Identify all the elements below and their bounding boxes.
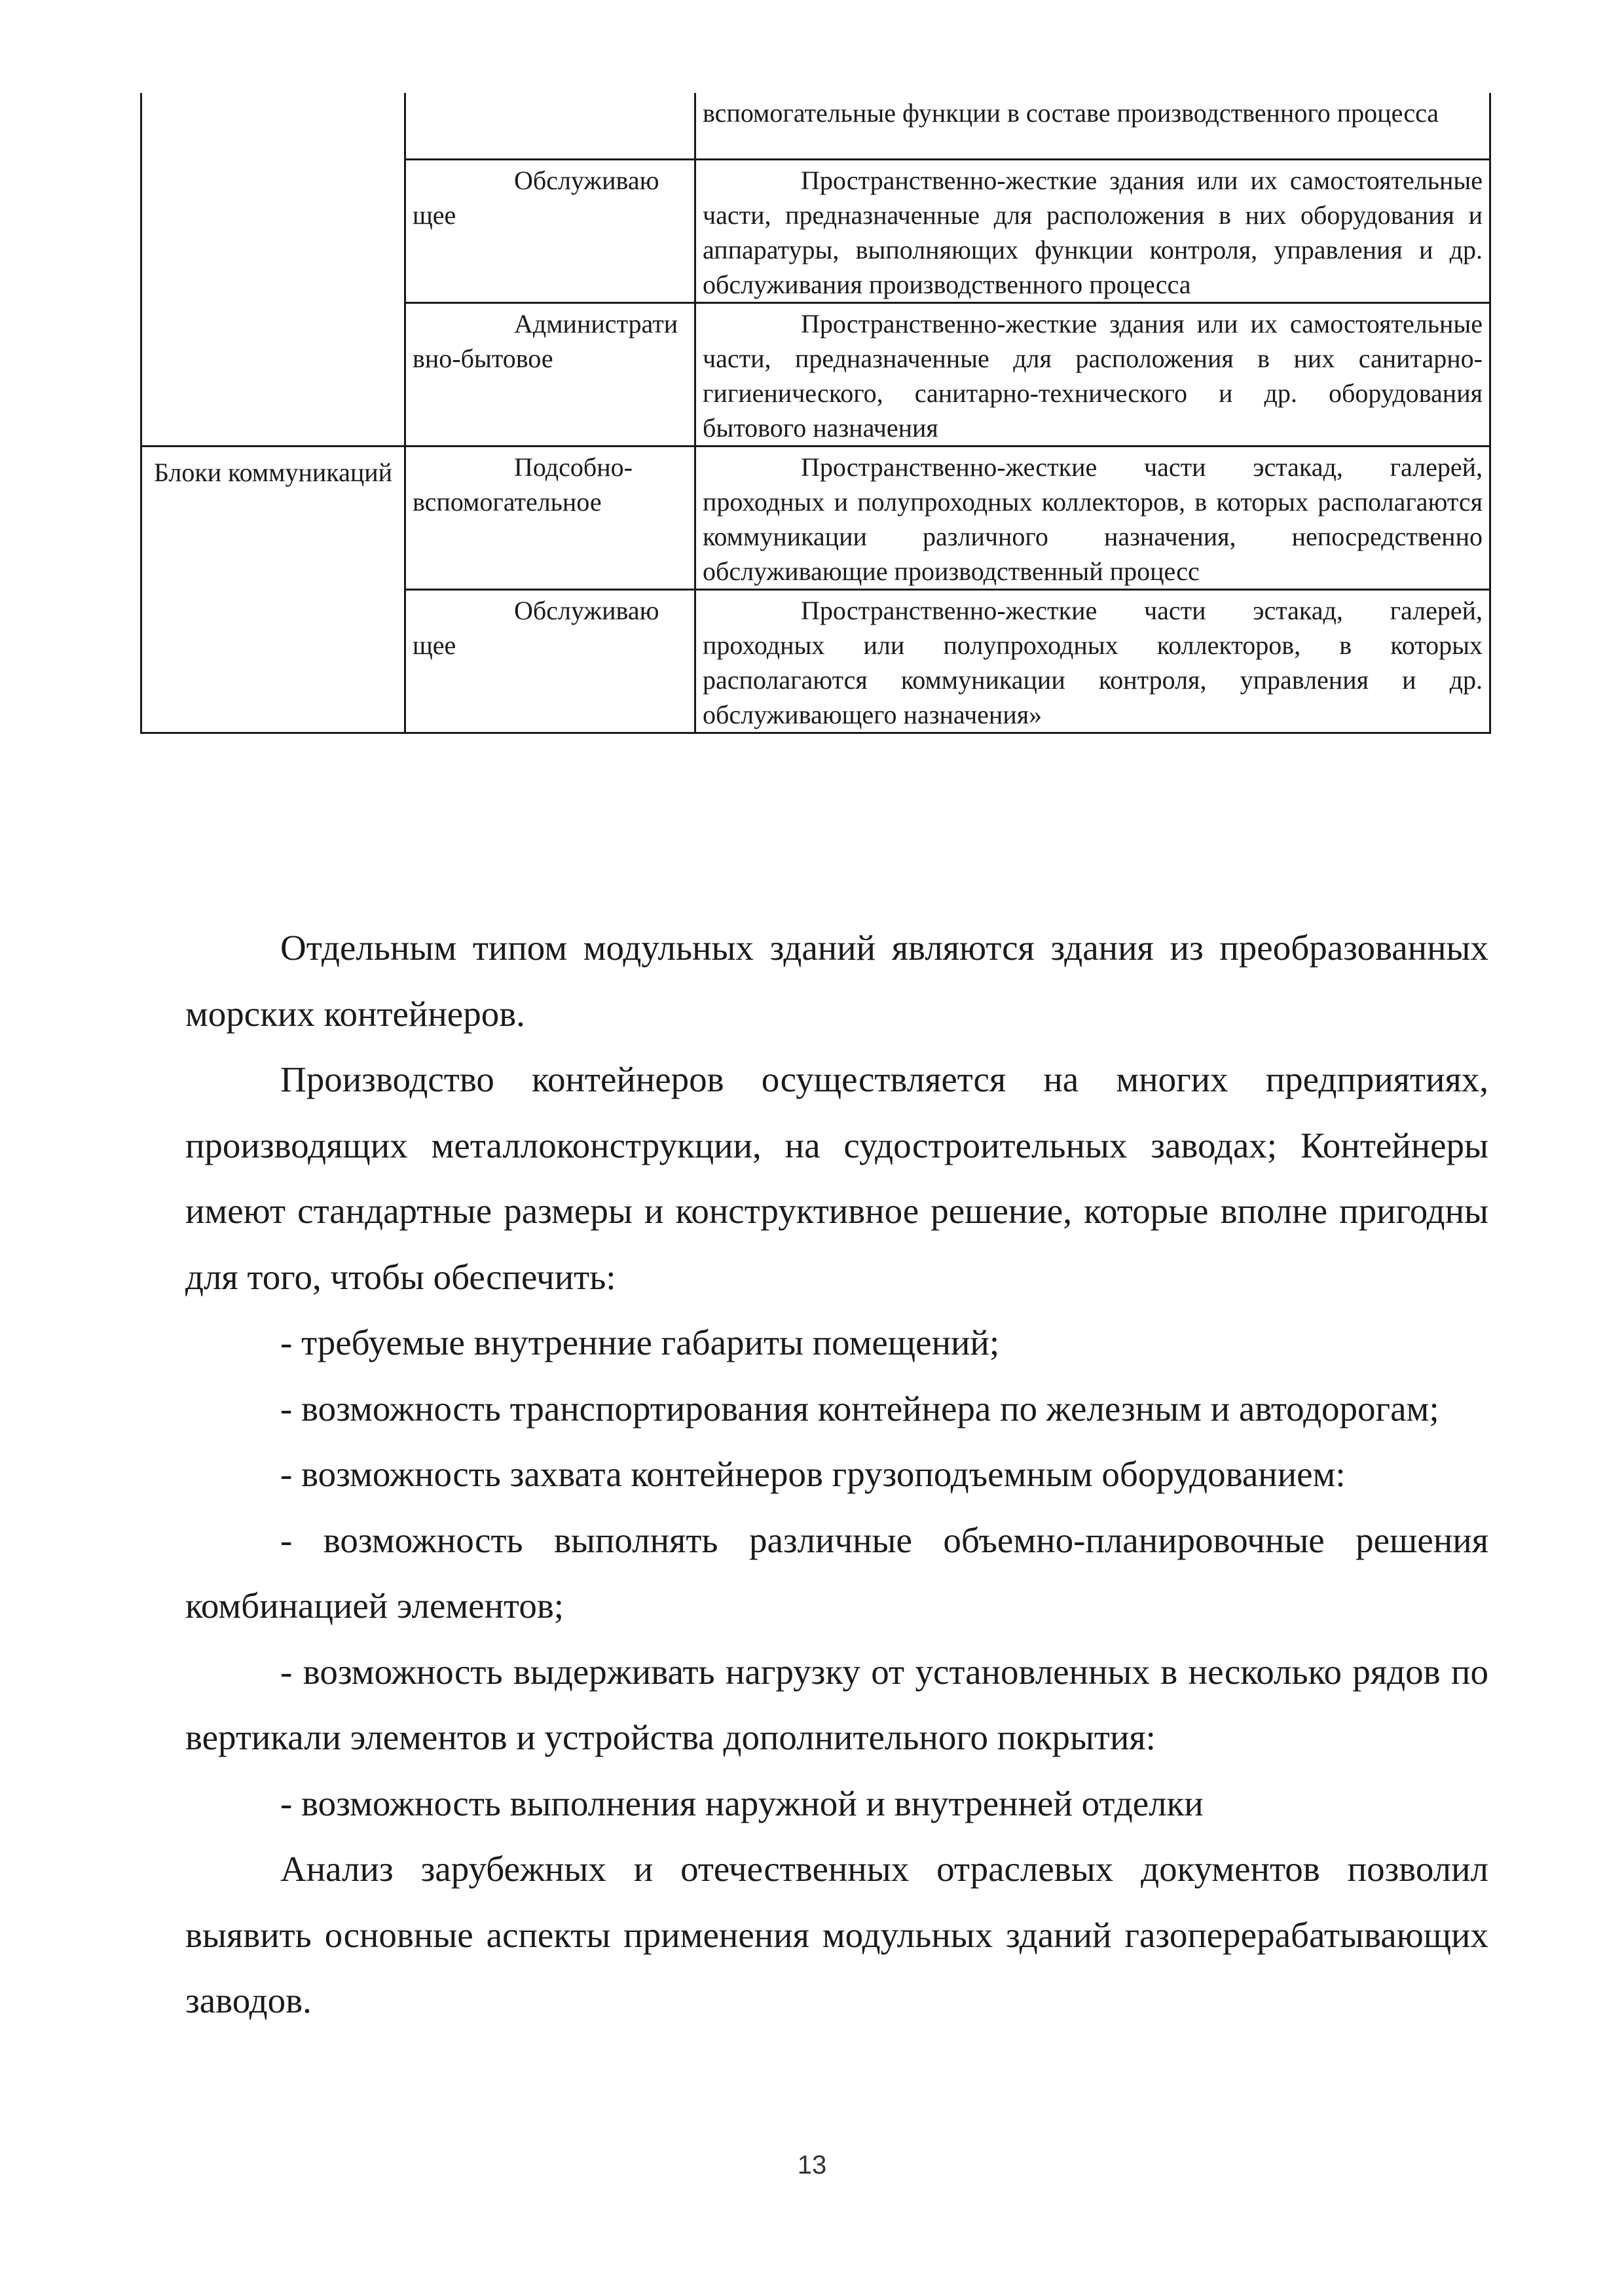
- list-item: - возможность захвата контейнеров грузоподъемным оборудованием:: [280, 1454, 1346, 1494]
- row-subtype: Подсобно-вспомогательное: [413, 452, 633, 517]
- table-row: [141, 303, 1490, 446]
- table-cell-subtype: [405, 93, 695, 160]
- list-item: - возможность транспортирования контейнера по железным и автодорогам;: [280, 1388, 1439, 1429]
- table-cell-category: [141, 446, 405, 590]
- table-cell-subtype: [405, 160, 695, 303]
- row-subtype: Административно-бытовое: [413, 309, 678, 373]
- paragraph: Анализ зарубежных и отечественных отраслевых документов позволил выявить основные аспекты применения модульных зданий газоперерабатывающих заводов.: [185, 1849, 1488, 2020]
- row-subtype: Обслуживаю щее: [413, 166, 659, 230]
- row-description: Пространственно-жесткие части эстакад, галерей, проходных и полупроходных коллекторов, в которых располагаются коммуникации различного назначения, непосредственно обслуживающие производственный процесс: [703, 452, 1483, 586]
- table-cell-description: [695, 590, 1490, 733]
- blocks-classification-table: [140, 93, 1491, 734]
- row-description: вспомогательные функции в составе производственного процесса: [703, 98, 1439, 128]
- paragraph: Производство контейнеров осуществляется на многих предприятиях, производящих металлоконструкции, на судостроительных заводах; Контейнеры имеют стандартные размеры и конструктивное решение, которые вполне пригодны для того, чтобы обеспечить:: [185, 1059, 1488, 1297]
- list-item: - возможность выдерживать нагрузку от установленных в несколько рядов по вертикали элементов и устройства дополнительного покрытия:: [185, 1651, 1488, 1757]
- table-cell-category: [141, 590, 405, 733]
- table-row: [141, 93, 1490, 160]
- table-cell-category: [141, 93, 405, 160]
- table-row: [141, 160, 1490, 303]
- row-description: Пространственно-жесткие здания или их самостоятельные части, предназначенные для расположения в них оборудования и аппаратуры, выполняющих функции контроля, управления и др. обслуживания производственного процесса: [703, 166, 1483, 299]
- row-category: Блоки коммуникаций: [153, 458, 393, 487]
- table-cell-subtype: [405, 446, 695, 590]
- table-cell-description: [695, 93, 1490, 160]
- table-row: [141, 446, 1490, 590]
- page-number: 13: [797, 2151, 827, 2179]
- list-item: - возможность выполнения наружной и внутренней отделки: [280, 1783, 1204, 1823]
- list-item: - возможность выполнять различные объемно-планировочные решения комбинацией элементов;: [185, 1520, 1488, 1626]
- table-cell-description: [695, 446, 1490, 590]
- table-cell-subtype: [405, 590, 695, 733]
- table-cell-subtype: [405, 303, 695, 446]
- table-cell-description: [695, 160, 1490, 303]
- row-description: Пространственно-жесткие здания или их самостоятельные части, предназначенные для расположения в них санитарно-гигиенического, санитарно-технического и др. оборудования бытового назначения: [703, 309, 1483, 443]
- table-row: [141, 590, 1490, 733]
- table-cell-category: [141, 303, 405, 446]
- body-text: [185, 915, 1488, 2034]
- table-cell-category: [141, 160, 405, 303]
- table-cell-description: [695, 303, 1490, 446]
- row-subtype: Обслуживаю щее: [413, 596, 659, 660]
- list-item: - требуемые внутренние габариты помещений;: [280, 1322, 1000, 1362]
- row-description: Пространственно-жесткие части эстакад, галерей, проходных или полупроходных коллекторов, в которых располагаются коммуникации контроля, управления и др. обслуживающего назначения»: [703, 596, 1483, 729]
- paragraph: Отдельным типом модульных зданий являются здания из преобразованных морских контейнеров.: [185, 928, 1488, 1034]
